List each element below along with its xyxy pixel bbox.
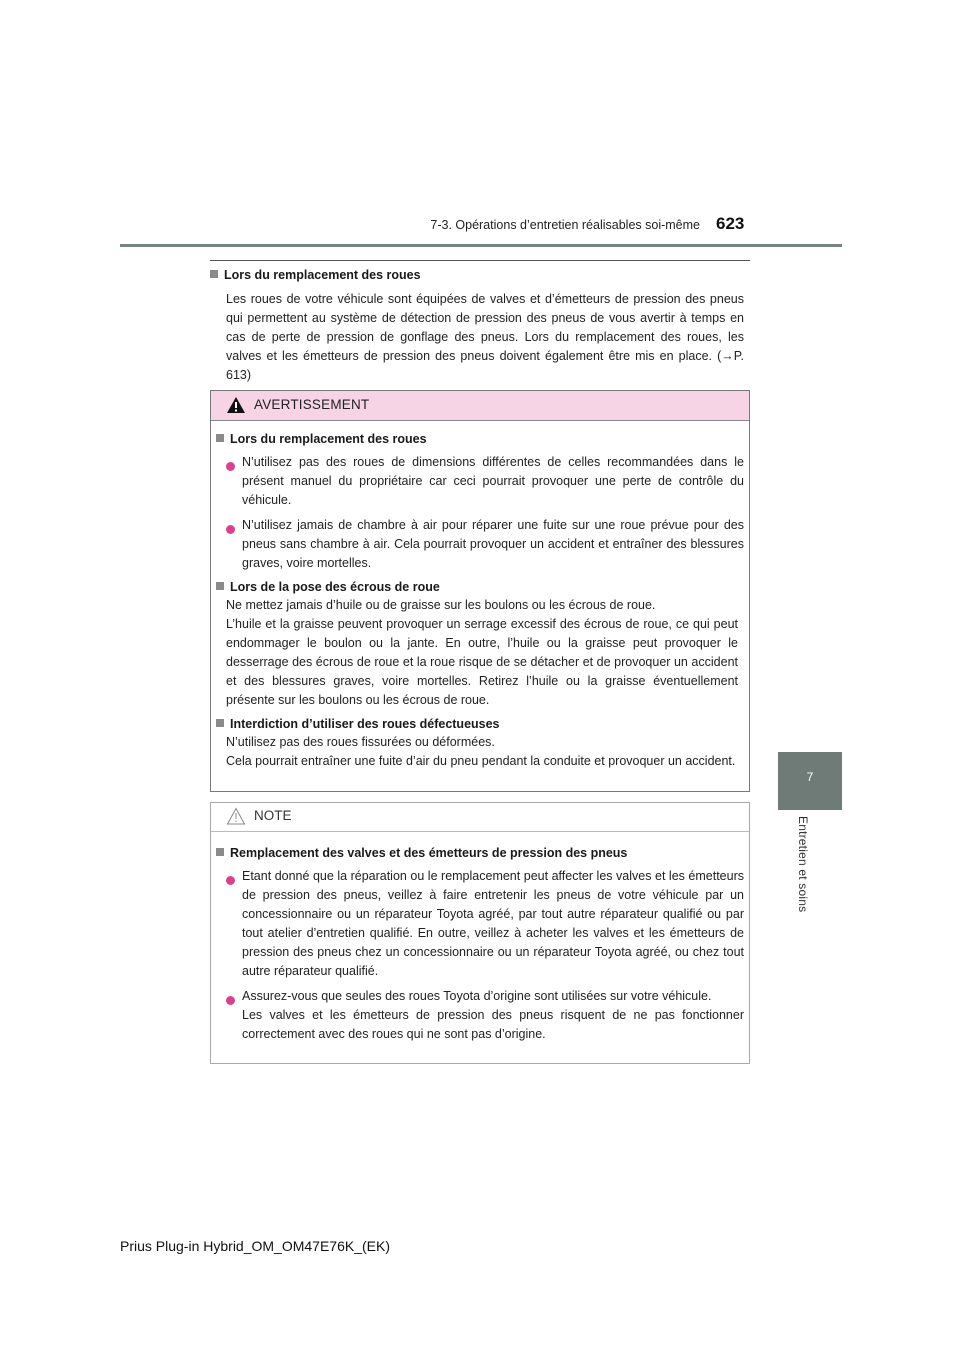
chapter-number: 7	[806, 770, 814, 784]
header-rule	[120, 244, 842, 247]
note-content	[216, 846, 744, 1044]
square-bullet-icon	[216, 719, 224, 727]
note-bullet	[226, 867, 744, 981]
square-bullet-icon	[216, 582, 224, 590]
warning-s3-line2: Cela pourrait entraîner une fuite d’air du pneu pendant la conduite et provoquer un accident.	[226, 754, 736, 768]
warning-s3-heading-text: Interdiction d’utiliser des roues défectueuses	[230, 717, 500, 731]
square-bullet-icon	[216, 848, 224, 856]
warning-s1-b1: N’utilisez pas des roues de dimensions différentes de celles recommandées dans le présent manuel du propriétaire car ceci pourrait provoquer une perte de contrôle du véhicule.	[242, 455, 744, 507]
square-bullet-icon	[210, 270, 218, 278]
warning-s3-line1: N’utilisez pas des roues fissurées ou déformées.	[226, 735, 495, 749]
warning-triangle-icon	[226, 396, 246, 414]
warning-s3-heading	[216, 717, 744, 731]
round-bullet-icon	[226, 876, 235, 885]
warning-s2-heading-text: Lors de la pose des écrous de roue	[230, 580, 440, 594]
note-bullet	[226, 987, 744, 1044]
warning-content	[216, 432, 744, 771]
round-bullet-icon	[226, 462, 235, 471]
note-heading	[216, 846, 744, 860]
note-b2-line2: Les valves et les émetteurs de pression des pneus risquent de ne pas fonctionner correctement avec des roues qui ne sont pas d’origine.	[242, 1008, 744, 1041]
warning-s1-heading	[216, 432, 744, 446]
section-title: 7-3. Opérations d’entretien réalisables soi-même	[430, 218, 700, 232]
square-bullet-icon	[216, 434, 224, 442]
warning-s1-b2: N’utilisez jamais de chambre à air pour réparer une fuite sur une roue prévue pour des pneus sans chambre à air. Cela pourrait provoquer un accident et entraîner des blessures graves, voire mortelles.	[242, 518, 744, 570]
note-header	[211, 803, 749, 832]
warning-s2-heading	[216, 580, 744, 594]
footer-text: Prius Plug-in Hybrid_OM_OM47E76K_(EK)	[120, 1238, 390, 1254]
caution-outline-icon	[226, 807, 246, 825]
warning-s1-bullet	[226, 453, 744, 510]
warning-s2-line1: Ne mettez jamais d’huile ou de graisse sur les boulons ou les écrous de roue.	[226, 598, 656, 612]
warning-s1-bullet	[226, 516, 744, 573]
warning-title: AVERTISSEMENT	[254, 397, 370, 412]
warning-s2-line2: L’huile et la graisse peuvent provoquer un serrage excessif des écrous de roue, ce qui peut endommager le boulon ou la jante. En outre, l’huile ou la graisse peut provoquer le desserrage des écrous de roue et la roue risque de se détacher et de provoquer un accident et des blessures graves, voire mortelles. Retirez l’huile ou la graisse éventuellement présente sur les boulons ou les écrous de roue.	[226, 617, 738, 707]
note-b1: Etant donné que la réparation ou le remplacement peut affecter les valves et les émetteurs de pression des pneus, veillez à faire entretenir les pneus de votre véhicule par un concessionnaire ou un réparateur Toyota agréé, par tout autre réparateur qualifié ou par tout atelier d’entretien qualifié. En outre, veillez à acheter les valves et les émetteurs de pression des pneus chez un concessionnaire ou un réparateur Toyota agréé, ou chez tout autre réparateur qualifié.	[242, 869, 744, 978]
chapter-label: Entretien et soins	[796, 816, 810, 913]
warning-s1-heading-text: Lors du remplacement des roues	[230, 432, 427, 446]
note-title: NOTE	[254, 808, 292, 823]
note-b2-line1: Assurez-vous que seules des roues Toyota d’origine sont utilisées sur votre véhicule.	[242, 989, 712, 1003]
round-bullet-icon	[226, 996, 235, 1005]
intro-heading-text: Lors du remplacement des roues	[224, 268, 421, 282]
page-number: 623	[716, 214, 745, 233]
note-heading-text: Remplacement des valves et des émetteurs de pression des pneus	[230, 846, 628, 860]
section-rule	[210, 260, 750, 261]
note-b2	[242, 987, 744, 1044]
intro-heading	[210, 268, 750, 282]
intro-paragraph: Les roues de votre véhicule sont équipées de valves et d’émetteurs de pression des pneus qui permettent au système de détection de pression des pneus de vous avertir à temps en cas de perte de pression de gonflage des pneus. Lors du remplacement des roues, les valves et les émetteurs de pression des pneus doivent également être mis en place. (→P. 613)	[226, 292, 744, 382]
round-bullet-icon	[226, 525, 235, 534]
